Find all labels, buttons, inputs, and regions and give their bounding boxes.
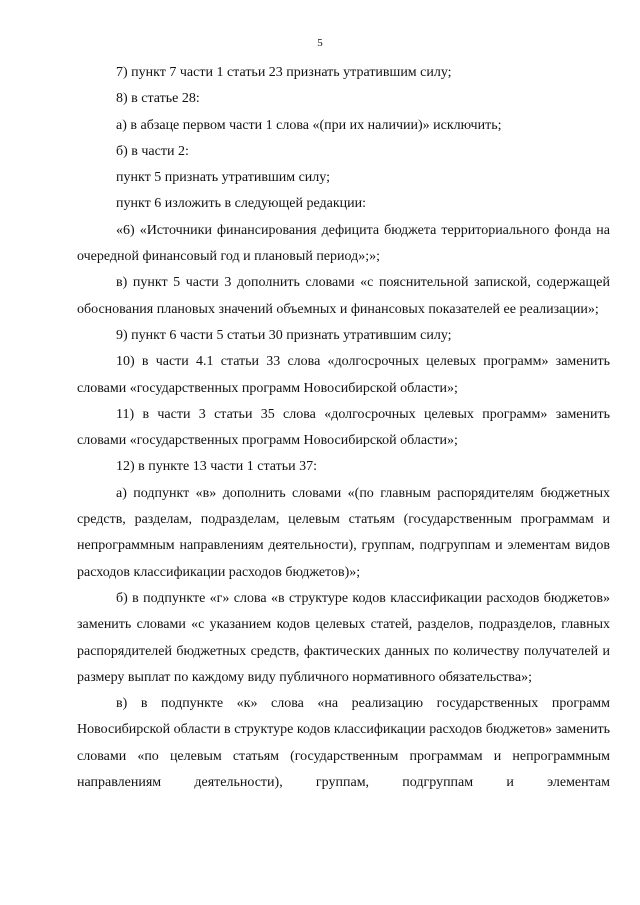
paragraph: 10) в части 4.1 статьи 33 слова «долгосрочных целевых программ» заменить словами «государственных программ Новосибирской области»; (77, 354, 610, 396)
paragraph: пункт 6 изложить в следующей редакции: (116, 196, 366, 212)
paragraph: а) в абзаце первом части 1 слова «(при их наличии)» исключить; (116, 117, 502, 133)
paragraph: «6) «Источники финансирования дефицита бюджета территориального фонда на очередной финансовый год и плановый период»;»; (77, 222, 610, 265)
paragraph: в) в подпункте «к» слова «на реализацию государственных программ Новосибирской области в структуре кодов классификации расходов бюджетов» заменить словами «по целевым статьям (государственным программам и непрограммным направлениям деятельности), группам, подгруппам и элементам (77, 696, 610, 791)
paragraph: в) пункт 5 части 3 дополнить словами «с пояснительной запиской, содержащей обоснования плановых значений объемных и финансовых показателей ее реализации»; (77, 275, 610, 317)
paragraph: 7) пункт 7 части 1 статьи 23 признать утратившим силу; (116, 65, 452, 80)
paragraph: б) в части 2: (116, 143, 189, 159)
document-body (77, 60, 610, 796)
paragraph: б) в подпункте «г» слова «в структуре кодов классификации расходов бюджетов» заменить словами «с указанием кодов целевых статей, разделов, подразделов, главных распорядителей бюджетных средств, фактических данных по количеству получателей и размеру выплат по каждому виду публичного нормативного обязательства»; (77, 590, 610, 685)
page-number: 5 (317, 37, 323, 49)
paragraph: а) подпункт «в» дополнить словами «(по главным распорядителям бюджетных средств, разделам, подразделам, целевым статьям (государственным программам и непрограммным направлениям деятельности), группам, подгруппам и элементам видов расходов классификации расходов бюджетов)»; (77, 485, 610, 580)
paragraph: 12) в пункте 13 части 1 статьи 37: (116, 459, 318, 475)
paragraph: пункт 5 признать утратившим силу; (116, 170, 330, 186)
paragraph: 11) в части 3 статьи 35 слова «долгосрочных целевых программ» заменить словами «государственных программ Новосибирской области»; (77, 406, 610, 449)
paragraph: 8) в статье 28: (116, 91, 200, 107)
paragraph: 9) пункт 6 части 5 статьи 30 признать утратившим силу; (116, 327, 452, 343)
